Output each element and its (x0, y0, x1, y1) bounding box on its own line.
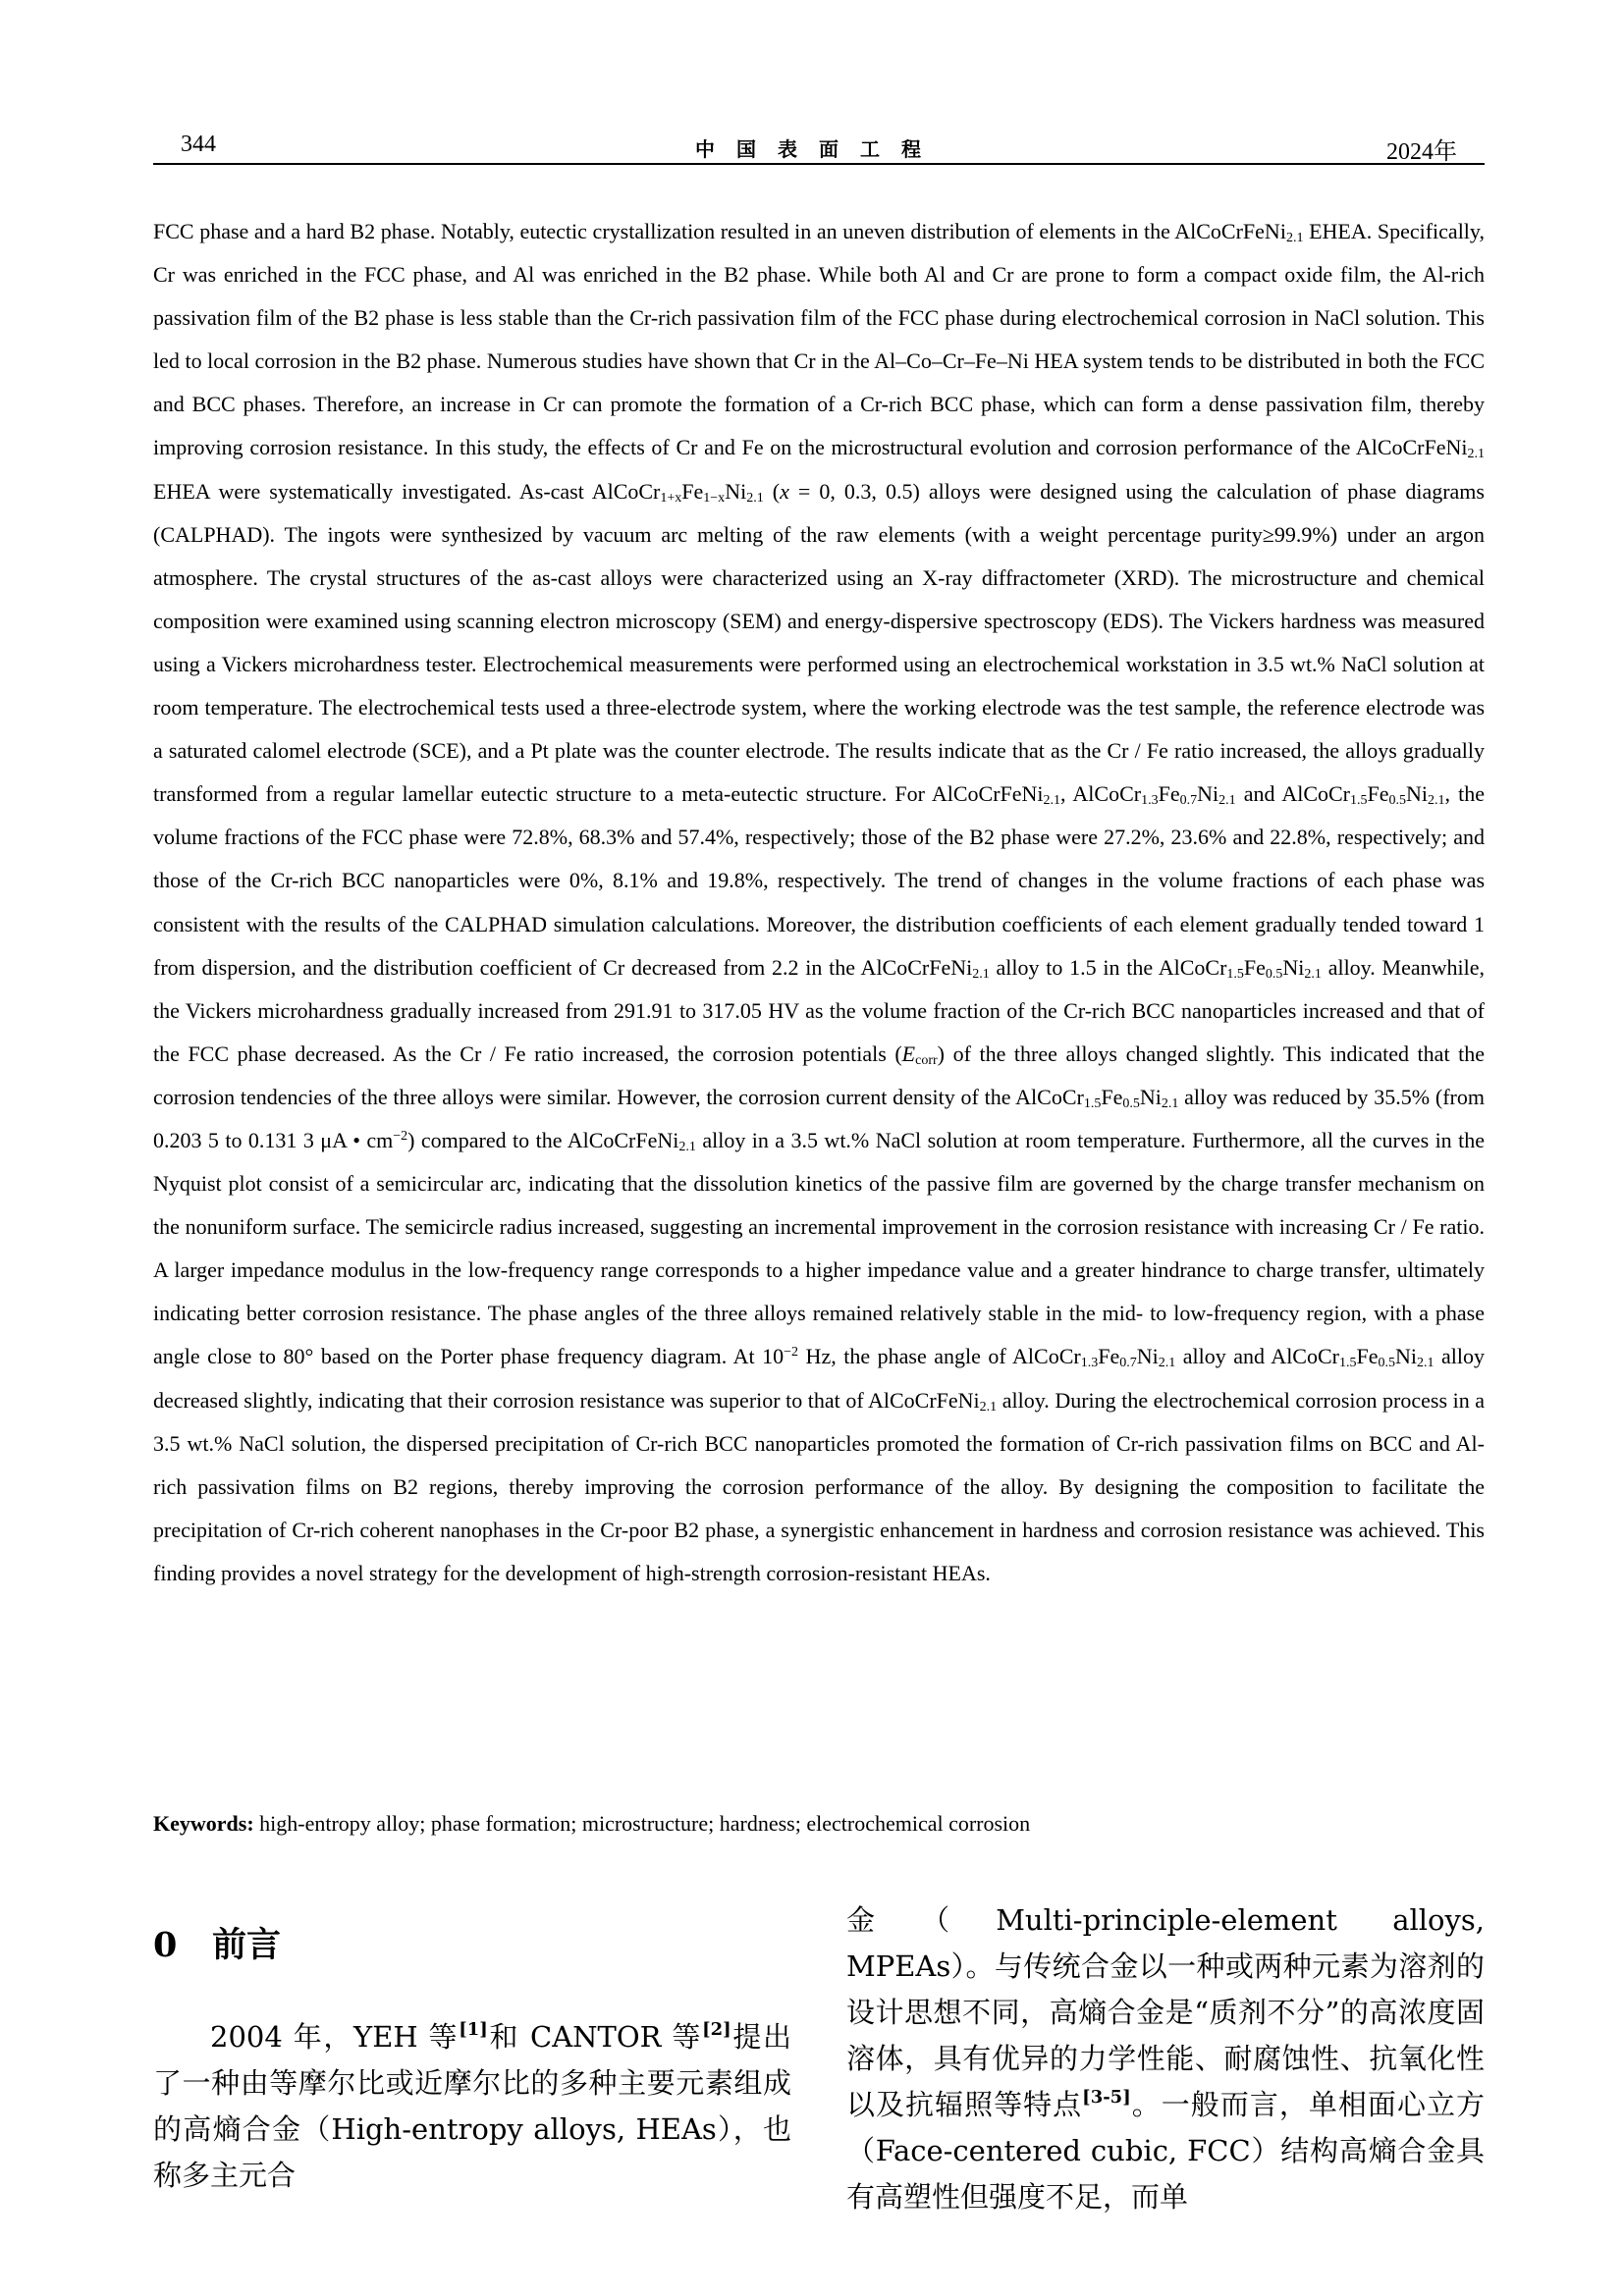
superscript: −2 (393, 1128, 408, 1144)
abstract-text: Fe (681, 478, 704, 504)
abstract-text: EHEA were systematically investigated. As-cast AlCoCr (153, 478, 661, 504)
abstract-text: EHEA. Specifically, Cr was enriched in the FCC phase, and Al was enriched in the B2 phase. While both Al and Cr are prone to form a compact oxide film, the Al-rich passivation film of the B2 phase is less stable than the Cr-rich passivation film of the FCC phase during electrochemical corrosion in NaCl solution. This led to local corrosion in the B2 phase. Numerous studies have shown that Cr in the Al–Co–Cr–Fe–Ni HEA system tends to be distributed in both the FCC and BCC phases. Therefore, an increase in Cr can promote the formation of a Cr-rich BCC phase, which can form a dense passivation film, thereby improving corrosion resistance. In this study, the effects of Cr and Fe on the microstructural evolution and corrosion performance of the AlCoCrFeNi (153, 219, 1485, 460)
citation: [3-5] (1082, 2087, 1131, 2108)
subscript: 2.1 (1428, 793, 1445, 809)
subscript: 2.1 (1304, 966, 1322, 982)
subscript: 0.5 (1388, 793, 1407, 809)
subscript: 2.1 (972, 966, 990, 982)
subscript: corr (915, 1052, 938, 1068)
running-header (153, 126, 1485, 165)
citation: [1] (459, 2019, 488, 2040)
abstract-text: alloy. During the electrochemical corrosion process in a 3.5 wt.% NaCl solution, the dispersed precipitation of Cr-rich BCC nanoparticles promoted the formation of Cr-rich passivation films on BCC and Al-rich passivation films on B2 regions, thereby improving the corrosion performance of the alloy. By designing the composition to facilitate the precipitation of Cr-rich coherent nanophases in the Cr-poor B2 phase, a synergistic enhancement in hardness and corrosion resistance was achieved. This finding provides a novel strategy for the development of high-strength corrosion-resistant HEAs. (153, 1387, 1486, 1585)
subscript: 2.1 (1043, 793, 1061, 809)
abstract-text: ( (763, 478, 781, 504)
subscript: 2.1 (1467, 447, 1485, 462)
journal-title: 中国表面工程 (695, 137, 943, 161)
subscript: 2.1 (1218, 793, 1236, 809)
abstract-text: alloy in a 3.5 wt.% NaCl solution at room temperature. Furthermore, all the curves in the Nyquist plot consist of a semicircular arc, indicating that the dissolution kinetics of the passive film are governed by the charge transfer mechanism on the nonuniform surface. The semicircle radius increased, suggesting an incremental improvement in the corrosion resistance with increasing Cr / Fe ratio. A larger impedance modulus in the low-frequency range corresponds to a higher impedance value and a greater hindrance to charge transfer, ultimately indicating better corrosion resistance. The phase angles of the three alloys remained relatively stable in the mid- to low-frequency region, with a phase angle close to 80° based on the Porter phase frequency diagram. At 10 (153, 1127, 1485, 1369)
subscript: 0.5 (1378, 1356, 1395, 1371)
body-column-right (846, 1897, 1485, 2220)
keywords-text: high-entropy alloy; phase formation; microstructure; hardness; electrochemical corrosion (253, 1811, 1031, 1836)
subscript: 0.7 (1119, 1356, 1137, 1371)
subscript: 0.5 (1122, 1095, 1140, 1111)
abstract-text: and AlCoCr (1235, 781, 1351, 807)
abstract-text: alloy. Meanwhile, the Vickers microhardness gradually increased from 291.91 to 317.05 HV as the volume fraction of the Cr-rich BCC nanoparticles increased and that of the FCC phase decreased. As the Cr / Fe ratio increased, the corrosion potentials ( (153, 954, 1485, 1066)
abstract-text: Ni (1406, 781, 1429, 807)
abstract-text: = 0, 0.3, 0.5) alloys were designed using the calculation of phase diagrams (CALPHAD). The ingots were synthesized by vacuum arc melting of the raw elements (with a weight percentage purity≥99.9%) under an argon atmosphere. The crystal structures of the as-cast alloys were characterized using an X-ray diffractometer (XRD). The microstructure and chemical composition were examined using scanning electron microscopy (SEM) and energy-dispersive spectroscopy (EDS). The Vickers hardness was measured using a Vickers microhardness tester. Electrochemical measurements were performed using an electrochemical workstation in 3.5 wt.% NaCl solution at room temperature. The electrochemical tests used a three-electrode system, where the working electrode was the test sample, the reference electrode was a saturated calomel electrode (SCE), and a Pt plate was the counter electrode. The results indicate that as the Cr / Fe ratio increased, the alloys gradually transformed from a regular lamellar eutectic structure to a meta-eutectic structure. For AlCoCrFeNi (153, 478, 1485, 807)
body-text: 和 CANTOR 等 (487, 2020, 703, 2054)
subscript: 1.5 (1226, 966, 1244, 982)
subscript: 2.1 (1158, 1356, 1176, 1371)
abstract-text: Fe (1158, 781, 1180, 807)
subscript: 2.1 (1285, 231, 1304, 245)
abstract-text: Ni (1139, 1084, 1162, 1109)
section-title: 前言 (212, 1925, 282, 1965)
body-text: 金（Multi-principle-element alloys, MPEAs）。与传统合金以一种或两种元素为溶剂的设计思想不同，高熵合金是“质剂不分”的高浓度固溶体，具有优异的力学性能、耐腐蚀性、抗氧化性以及抗辐照等特点 (846, 1903, 1485, 2121)
body-column-left (153, 1916, 791, 2199)
abstract-paragraph (153, 210, 1485, 1595)
abstract-text: Fe (1098, 1344, 1120, 1369)
subscript: 2.1 (678, 1139, 696, 1154)
abstract-text: Ni (725, 478, 747, 504)
abstract-text: Ni (1282, 954, 1305, 980)
body-text: 2004 年，YEH 等 (210, 2020, 460, 2054)
subscript: 1.5 (1338, 1356, 1357, 1371)
subscript: 1−x (703, 490, 726, 506)
abstract-text: ) of the three alloys changed slightly. This indicated that the corrosion tendencies of the three alloys were similar. However, the corrosion current density of the AlCoCr (153, 1041, 1485, 1109)
subscript: 1+x (660, 490, 682, 506)
abstract-text: ) compared to the AlCoCrFeNi (407, 1127, 679, 1152)
abstract-text: FCC phase and a hard B2 phase. Notably, eutectic crystallization resulted in an uneven distribution of elements in the AlCoCrFeNi (153, 219, 1286, 243)
abstract-text: Ni (1394, 1344, 1417, 1369)
abstract-text: Fe (1367, 781, 1389, 807)
subscript: 1.3 (1141, 793, 1159, 809)
body-paragraph (153, 2014, 791, 2199)
section-number: 0 (153, 1925, 178, 1965)
variable-x: x (780, 478, 789, 504)
body-text: 。一般而言，单相面心立方（Face-centered cubic, FCC）结构高熵合金具有高塑性但强度不足，而单 (846, 2088, 1485, 2214)
abstract-text: , the volume fractions of the FCC phase were 72.8%, 68.3% and 57.4%, respectively; those of the B2 phase were 27.2%, 23.6% and 22.8%, respectively; and those of the Cr-rich BCC nanoparticles were 0%, 8.1% and 19.8%, respectively. The trend of changes in the volume fractions of each phase was consistent with the results of the CALPHAD simulation calculations. Moreover, the distribution coefficients of each element gradually tended toward 1 from dispersion, and the distribution coefficient of Cr decreased from 2.2 in the AlCoCrFeNi (153, 781, 1485, 980)
subscript: 1.3 (1080, 1356, 1099, 1371)
body-text: 提出了一种由等摩尔比或近摩尔比的多种主要元素组成的高熵合金（High-entropy alloys, HEAs），也称多主元合 (153, 2020, 791, 2192)
abstract-text: Fe (1243, 954, 1266, 980)
abstract-text: alloy decreased slightly, indicating that their corrosion resistance was superior to that of AlCoCrFeNi (153, 1344, 1485, 1413)
abstract-text: Fe (1101, 1084, 1123, 1109)
citation: [2] (702, 2019, 731, 2040)
abstract-text: , AlCoCr (1060, 781, 1142, 807)
subscript: 2.1 (1161, 1095, 1179, 1111)
abstract-text: Ni (1197, 781, 1219, 807)
keywords (153, 1802, 1485, 1845)
superscript: −2 (784, 1345, 799, 1361)
subscript: 2.1 (746, 490, 764, 506)
subscript: 1.5 (1350, 793, 1368, 809)
subscript: 2.1 (1416, 1356, 1435, 1371)
abstract-text: alloy was reduced by 35.5% (from 0.203 5 to 0.131 3 μA • cm (153, 1084, 1485, 1152)
keywords-label: Keywords: (153, 1811, 254, 1836)
variable-e: E (901, 1041, 916, 1066)
abstract-text: alloy to 1.5 in the AlCoCr (989, 954, 1227, 980)
abstract-text: Fe (1356, 1344, 1379, 1369)
abstract-text: Hz, the phase angle of AlCoCr (798, 1344, 1081, 1369)
subscript: 0.5 (1265, 966, 1283, 982)
subscript: 1.5 (1083, 1095, 1102, 1111)
subscript: 2.1 (979, 1399, 998, 1415)
abstract-text: Ni (1136, 1344, 1159, 1369)
subscript: 0.7 (1179, 793, 1198, 809)
abstract (153, 210, 1485, 1595)
body-paragraph (846, 1897, 1485, 2220)
page-number: 344 (181, 132, 216, 157)
section-heading (153, 1916, 791, 1975)
abstract-text: alloy and AlCoCr (1175, 1344, 1339, 1369)
publication-year: 2024年 (1386, 139, 1457, 165)
header-divider (153, 163, 1485, 165)
